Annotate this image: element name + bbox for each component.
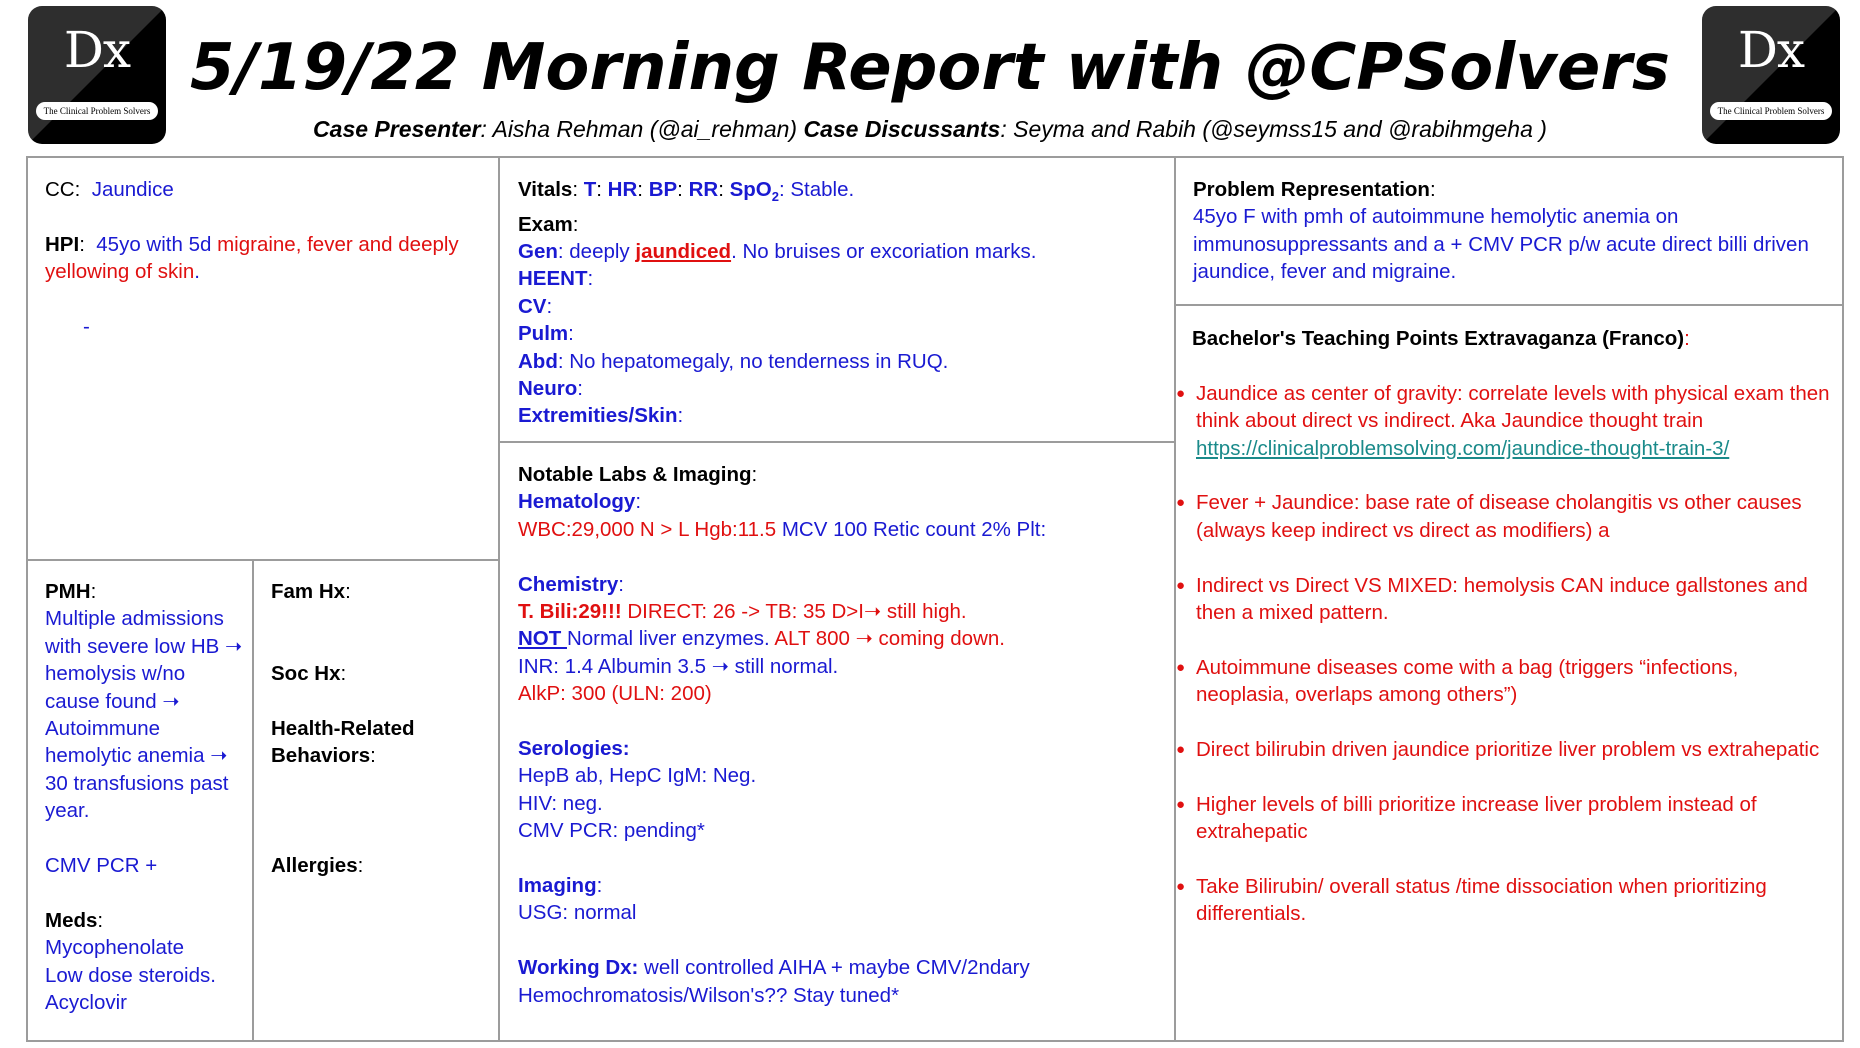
exam-heent: HEENT — [518, 267, 588, 291]
teaching-point: ● Indirect vs Direct VS MIXED: hemolysis CAN induce gallstones and then a mixed pattern. — [1178, 572, 1832, 627]
logo-right — [1702, 6, 1840, 144]
jaundiced-highlight: jaundiced — [635, 239, 732, 263]
logo-mark: Dx — [63, 21, 131, 79]
problem-text: 45yo F with pmh of autoimmune hemolytic anemia on immunosuppressants and a + CMV PCR p/w acute direct billi driven jaundice, fever and migraine. — [1193, 205, 1809, 284]
vital-bp: BP — [648, 178, 678, 201]
hem-values: WBC:29,000 N > L Hgb:11.5 MCV 100 Retic count 2% Plt: — [518, 517, 1047, 541]
sero-hep: HepB ab, HepC IgM: Neg. — [518, 764, 757, 788]
img-label: Imaging — [518, 874, 597, 898]
vital-hr: HR — [607, 178, 638, 201]
med-item: Mycophenolate — [45, 936, 185, 960]
vital-t: T — [583, 178, 597, 201]
sero-label: Serologies: — [518, 737, 630, 761]
sero-cmv: CMV PCR: pending* — [518, 819, 705, 843]
hpi-text: HPI: 45yo with 5d migraine, fever and deeply yellowing of skin. — [45, 232, 459, 284]
vitals-value: : Stable. — [778, 178, 855, 201]
hpi-value-a: 45yo with 5d — [96, 232, 218, 256]
social-section: Fam Hx: Soc Hx: Health-Related Behaviors: Allergies: — [271, 580, 415, 877]
teaching-point: ● Direct bilirubin driven jaundice prioritize liver problem vs extrahepatic — [1178, 736, 1832, 763]
allergies-label: Allergies — [271, 853, 358, 877]
fam-hx-label: Fam Hx — [271, 580, 346, 603]
labs-label: Notable Labs & Imaging — [518, 463, 752, 486]
problem-label: Problem Representation — [1193, 178, 1430, 201]
health-label: Health-Related Behaviors — [271, 716, 415, 768]
bili-line: T. Bili:29!!! DIRECT: 26 -> TB: 35 D>I➝ still high. — [518, 600, 967, 624]
hpi-bullet: - — [83, 315, 90, 338]
vitals-label: Vitals — [518, 178, 573, 201]
exam-label: Exam — [518, 212, 573, 236]
meds-label: Meds — [45, 908, 98, 932]
divider-problem — [1174, 304, 1844, 306]
exam-cv: CV — [518, 294, 547, 318]
med-item: Acyclovir — [45, 991, 128, 1015]
divider-pmh — [252, 560, 254, 1042]
exam-ext: Extremities/Skin — [518, 404, 678, 428]
page-title: 5/19/22 Morning Report with @CPSolvers — [190, 31, 1670, 105]
img-usg: USG: normal — [518, 901, 637, 925]
teaching-point: ● Take Bilirubin/ overall status /time dissociation when prioritizing differentials. — [1178, 873, 1832, 928]
divider-vitals — [498, 441, 1176, 443]
chem-label: Chemistry — [518, 572, 619, 596]
pmh-label: PMH — [45, 580, 91, 603]
alkp-line: AlkP: 300 (ULN: 200) — [518, 682, 712, 706]
discussants-value: : Seyma and Rabih (@seymss15 and @rabihmgeha ) — [1000, 116, 1547, 142]
med-item: Low dose steroids. — [45, 963, 216, 987]
hpi-value-c: . — [194, 260, 200, 284]
labs-section: Notable Labs & Imaging: Hematology: WBC:29,000 N > L Hgb:11.5 MCV 100 Retic count 2% Plt: Chemistry: T. Bili:29!!! DIRECT: 26 -> TB: 35 D>I➝ still high. NOT Normal liver enzymes. ALT 800 ➝ coming down. INR: 1.4 Albumin 3.5 ➝ still normal. AlkP: 300 (ULN: 200) Serologies: HepB ab, HepC IgM: Neg. HIV: neg. CMV PCR: pending* Imaging: USG: normal Working Dx: well controlled AIHA + maybe CMV/2ndary Hemochromatosis/Wilson's?? Stay tuned* — [518, 461, 1168, 1009]
jaundice-link[interactable]: https://clinicalproblemsolving.com/jaundice-thought-train-3/ — [1196, 436, 1730, 460]
logo-left — [28, 6, 166, 144]
presenter-label: Case Presenter — [313, 116, 481, 142]
cc-label: CC — [45, 178, 75, 201]
cc-hpi-section — [45, 176, 485, 340]
sero-hiv: HIV: neg. — [518, 791, 603, 815]
divider-hpi — [26, 559, 500, 561]
teaching-point: ● Higher levels of billi prioritize increase liver problem instead of extrahepatic — [1178, 791, 1832, 846]
teaching-point: ● Jaundice as center of gravity: correlate levels with physical exam then think about direct vs indirect. Aka Jaundice thought train https://clinicalproblemsolving.com/jaundice-thought-train-3/ — [1178, 380, 1832, 462]
logo-mark: Dx — [1737, 21, 1805, 79]
pmh-section: PMH: Multiple admissions with severe low HB ➝ hemolysis w/no cause found ➝ Autoimmune hemolytic anemia ➝ 30 transfusions past year. CMV PCR + Meds: Mycophenolate Low dose steroids. Acyclovir — [45, 578, 245, 1016]
problem-section: Problem Representation: 45yo F with pmh of autoimmune hemolytic anemia on immunosuppressants and a + CMV PCR p/w acute direct billi driven jaundice, fever and migraine. — [1193, 176, 1833, 286]
exam-gen: Gen: deeply jaundiced. No bruises or excoriation marks. — [518, 239, 1037, 263]
teaching-label: Bachelor's Teaching Points Extravaganza (Franco) — [1192, 327, 1685, 350]
cc-line: CC: Jaundice — [45, 178, 174, 201]
divider-col1 — [498, 156, 500, 1042]
vital-rr: RR — [688, 178, 719, 201]
case-credits — [180, 114, 1680, 144]
enzymes-line: NOT Normal liver enzymes. ALT 800 ➝ coming down. — [518, 627, 1005, 651]
cc-value: Jaundice — [91, 178, 174, 201]
hpi-label: HPI — [45, 232, 80, 256]
pmh-cmv: CMV PCR + — [45, 854, 158, 878]
pmh-text: Multiple admissions with severe low HB ➝ hemolysis w/no cause found ➝ Autoimmune hemolytic anemia ➝ 30 transfusions past year. — [45, 607, 243, 823]
logo-tagline: The Clinical Problem Solvers — [1710, 102, 1832, 120]
vital-spo2: SpO$_2$ — [729, 178, 779, 205]
working-dx: Working Dx: well controlled AIHA + maybe CMV/2ndary Hemochromatosis/Wilson's?? Stay tuned* — [518, 956, 1030, 1007]
vitals-exam-section: Vitals: T: HR: BP: RR: SpO$_2$: Stable. Exam: Gen: deeply jaundiced. No bruises or excoriation marks. HEENT: CV: Pulm: Abd: No hepatomegaly, no tenderness in RUQ. Neuro: Extremities/Skin: — [518, 176, 1168, 430]
logo-tagline: The Clinical Problem Solvers — [36, 102, 158, 120]
teaching-point: ● Fever + Jaundice: base rate of disease cholangitis vs other causes (always keep indirect vs direct as modifiers) a — [1178, 489, 1832, 544]
exam-pulm: Pulm — [518, 322, 569, 346]
presenter-value: : Aisha Rehman (@ai_rehman) — [480, 116, 804, 142]
vitals-line: Vitals: T: HR: BP: RR: SpO$_2$: Stable. — [518, 178, 855, 205]
discussants-label: Case Discussants — [803, 116, 1001, 142]
hem-label: Hematology — [518, 490, 636, 514]
exam-neuro: Neuro — [518, 376, 578, 400]
soc-hx-label: Soc Hx — [271, 662, 341, 686]
hpi-value-b: migraine, fever and deeply yellowing of skin — [45, 232, 459, 284]
teaching-section: Bachelor's Teaching Points Extravaganza (Franco): ● Jaundice as center of gravity: correlate levels with physical exam then think about direct vs indirect. Aka Jaundice thought train https://clinicalproblemsolving.com/jaundice-thought-train-3/ ● Fever + Jaundice: base rate of disease cholangitis vs other causes (always keep indirect vs direct as modifiers) a ● Indirect vs Direct VS MIXED: hemolysis CAN induce gallstones and then a mixed pattern. ● Autoimmune diseases come with a bag (triggers “infections, neoplasia, overlaps among others”) ● Direct bilirubin driven jaundice prioritize liver problem vs extrahepatic ● Higher levels of billi prioritize increase liver problem instead of extrahepatic ● Take Bilirubin/ overall status /time dissociation when prioritizing differentials. — [1192, 325, 1832, 955]
teaching-point: ● Autoimmune diseases come with a bag (triggers “infections, neoplasia, overlaps among others”) — [1178, 654, 1832, 709]
inr-line: INR: 1.4 Albumin 3.5 ➝ still normal. — [518, 654, 839, 678]
exam-abd: Abd: No hepatomegaly, no tenderness in RUQ. — [518, 349, 949, 373]
